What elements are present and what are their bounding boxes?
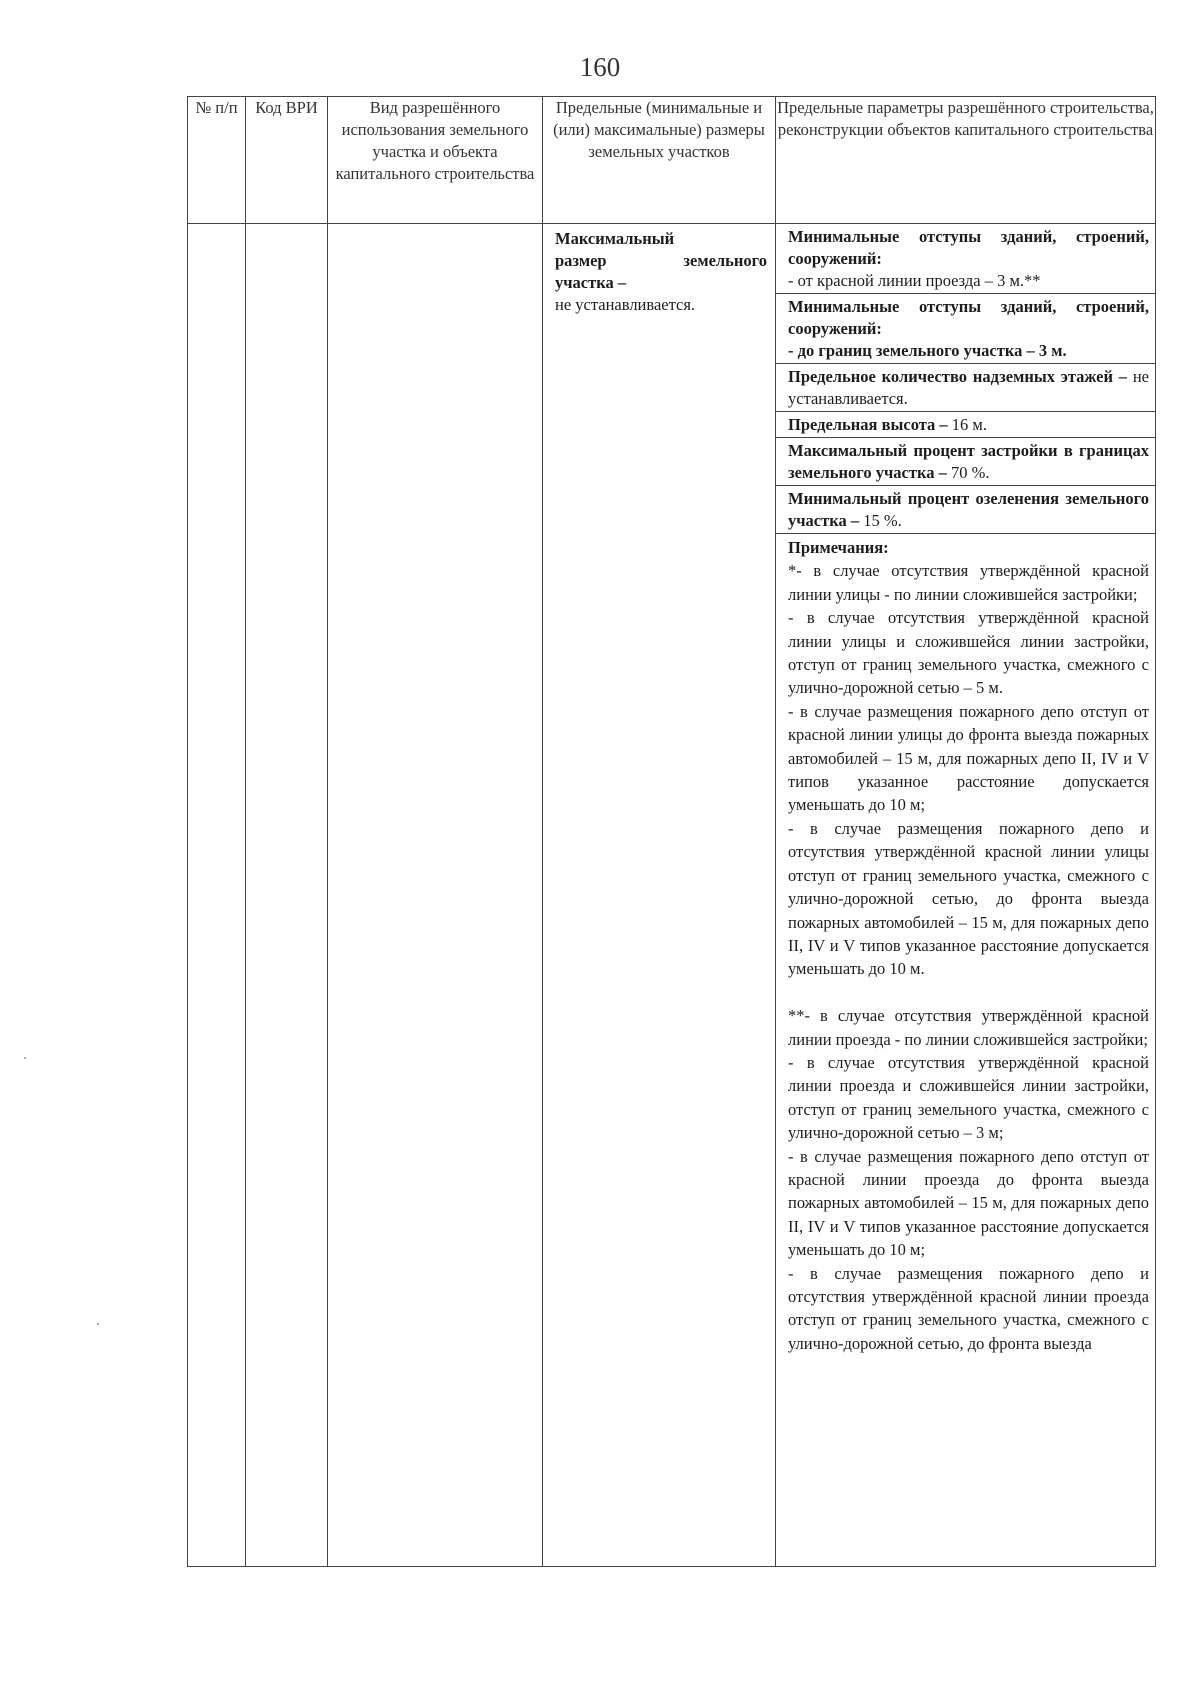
param-setback-road — [776, 224, 1155, 294]
header-plot-size: Предельные (минимальные и (или) максимальные) размеры земельных участков — [543, 97, 776, 224]
cell-number — [188, 224, 246, 1567]
note-paragraph: - в случае размещения пожарного депо и отсутствия утверждённой красной линии улицы отступ от границ земельного участка, смежного с улично-дорожной сетью, до фронта выезда пожарных автомобилей – 15 м, для пожарных депо II, IV и V типов указанное расстояние допускается уменьшать до 10 м. — [788, 818, 1149, 979]
param-label: Предельное количество надземных этажей – — [788, 367, 1128, 386]
param-label: Минимальный процент озеленения земельного участка – — [788, 489, 1149, 530]
table-header-row — [188, 97, 1156, 224]
header-code: Код ВРИ — [246, 97, 328, 224]
cell-plot-size — [543, 224, 776, 1567]
page-number: 160 — [579, 52, 621, 82]
param-value: - от красной линии проезда – 3 м.** — [788, 271, 1041, 290]
param-label: Минимальные отступы зданий, строений, сооружений: — [788, 297, 1149, 338]
param-height — [776, 412, 1155, 438]
param-label: Максимальный процент застройки в границах земельного участка – — [788, 441, 1149, 482]
cell-construction-params — [776, 224, 1156, 1567]
note-paragraph: - в случае отсутствия утверждённой красной линии улицы и сложившейся линии застройки, отступ от границ земельного участка, смежного с улично-дорожной сетью – 5 м. — [788, 608, 1149, 698]
note-paragraph: - в случае отсутствия утверждённой красной линии проезда и сложившейся линии застройки, отступ от границ земельного участка, смежного с улично-дорожной сетью – 3 м; — [788, 1052, 1149, 1143]
param-label: Предельная высота – — [788, 415, 948, 434]
cell-code — [246, 224, 328, 1567]
notes-spacer — [788, 981, 1149, 1004]
param-coverage — [776, 438, 1155, 486]
header-number: № п/п — [188, 97, 246, 224]
header-construction-params: Предельные параметры разрешённого строительства, реконструкции объектов капитального строительства — [776, 97, 1156, 224]
notes-section — [776, 534, 1155, 1355]
notes-title: Примечания: — [788, 538, 889, 557]
param-value: 15 %. — [859, 511, 902, 530]
note-paragraph: *- в случае отсутствия утверждённой красной линии улицы - по линии сложившейся застройки; — [788, 561, 1149, 604]
param-value: 70 %. — [946, 463, 990, 482]
note-paragraph: **- в случае отсутствия утверждённой красной линии проезда - по линии сложившейся застройки; — [788, 1006, 1149, 1049]
scan-speck — [97, 1323, 99, 1325]
scan-speck — [24, 1057, 26, 1059]
note-paragraph: - в случае размещения пожарного депо отступ от красной линии проезда до фронта выезда пожарных автомобилей – 15 м, для пожарных депо II, IV и V типов указанное расстояние допускается уменьшать до 10 м; — [788, 1146, 1149, 1260]
plot-size-label-3: участка – — [555, 273, 627, 292]
zoning-regulations-table — [187, 96, 1156, 1567]
cell-permitted-use — [328, 224, 543, 1567]
plot-size-label-1: Максимальный — [555, 229, 675, 248]
header-permitted-use: Вид разрешённого использования земельного участка и объекта капитального строительства — [328, 97, 543, 224]
plot-size-label-2: размер земельного — [555, 251, 767, 270]
param-floors — [776, 364, 1155, 412]
param-value: - до границ земельного участка – 3 м. — [788, 341, 1067, 360]
note-paragraph: - в случае размещения пожарного депо отступ от красной линии улицы до фронта выезда пожарных автомобилей – 15 м, для пожарных депо II, IV и V типов указанное расстояние допускается уменьшать до 10 м; — [788, 701, 1149, 815]
plot-size-value: не устанавливается. — [555, 295, 696, 314]
note-paragraph: - в случае размещения пожарного депо и отсутствия утверждённой красной линии проезда отступ от границ земельного участка, смежного с улично-дорожной сетью, до фронта выезда — [788, 1263, 1149, 1353]
param-setback-plot — [776, 294, 1155, 364]
table-row — [188, 224, 1156, 1567]
param-greening — [776, 486, 1155, 534]
param-value: не устанавливается. — [788, 367, 1149, 408]
param-label: Минимальные отступы зданий, строений, сооружений: — [788, 227, 1149, 268]
param-value: 16 м. — [947, 415, 987, 434]
